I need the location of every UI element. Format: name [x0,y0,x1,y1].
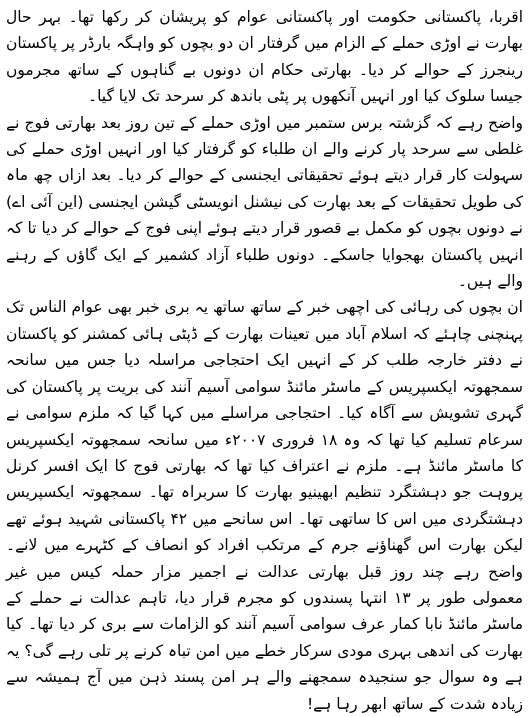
article-paragraph-1: اقربا، پاکستانی حکومت اور پاکستانی عوام کو پریشان کر رکھا تھا۔ بہر حال بھارت نے اوڑی حملے کے الزام میں گرفتار ان دو بچوں کو واہگہ بارڈر پر پاکستان رینجرز کے حوالے کر دیا۔ بھارتی حکام ان دونوں بے گناہوں کے ساتھ مجرموں جیسا سلوک کیا اور انہیں آنکھوں پر پٹی باندھ کر سرحد تک لایا گیا۔ [6,8,523,106]
article-paragraph-3: ان بچوں کی رہائی کی اچھی خبر کے ساتھ ساتھ یہ بری خبر بھی عوام الناس تک پہنچنی چاہئے کہ اسلام آباد میں تعینات بھارت کے ڈپٹی ہائی کمشنر کو پاکستان نے دفتر خارجہ طلب کر کے انہیں ایک احتجاجی مراسلہ دیا جس میں سانحہ سمجھوتہ ایکسپریس کے ماسٹر مائنڈ سوامی آسیم آنند کی بریت پر پاکستان کی گہری تشویش سے آگاہ کیا۔ احتجاجی مراسلے میں کہا گیا کہ ملزم سوامی نے سرعام تسلیم کیا تھا کہ وہ ۱۸ فروری ۲۰۰۷ء میں سانحہ سمجھوتہ ایکسپریس کا ماسٹر مائنڈ ہے۔ ملزم نے اعتراف کیا تھا کہ بھارتی فوج کا ایک افسر کرنل پروہت جو دہشتگرد تنظیم ابھینیو بھارت کا سربراہ تھا۔ سمجھوتہ ایکسپریس دہشتگردی میں اس کا ساتھی تھا۔ اس سانحے میں ۴۲ پاکستانی شہید ہوئے تھے لیکن بھارت اس گھناؤنے جرم کے مرتکب افراد کو انصاف کے کٹہرے میں لانے۔ واضح رہے چند روز قبل بھارتی عدالت نے اجمیر مزار حملہ کیس میں غیر معمولی طور پر ۱۳ انتہا پسندوں کو مجرم قرار دیا، تاہم عدالت نے حملے کے ماسٹر مائنڈ نابا کمار عرف سوامی آسیم آنند کو الزامات سے بری کر دیا تھا۔ کیا بھارت کی اندھی بہری مودی سرکار خطے میں امن تباہ کرنے پر تلی رہے گی؟ یہ ہے وہ سوال جو سنجیدہ سمجھنے والے ہر امن پسند ذہن میں آج ہمیشہ سے زیادہ شدت کے ساتھ ابھر رہا ہے! [6,298,524,713]
article-body [6,4,524,713]
article-paragraph-2: واضح رہے کہ گزشتہ برس ستمبر میں اوڑی حملے کے تین روز بعد بھارتی فوج نے غلطی سے سرحد پار کرنے والے ان طلباء کو گرفتار کیا اور انہیں اوڑی حملے کی سہولت کار قرار دیتے ہوئے تحقیقاتی ایجنسی کے حوالے کر دیا۔ بعد ازاں چھ ماہ کی طویل تحقیقات کے بعد بھارت کی نیشنل انویسٹی گیشن ایجنسی (این آئی اے) نے دونوں بچوں کو مکمل بے قصور قرار دیتے ہوئے اپنی فوج کے حوالے کر دیا تا کہ انہیں پاکستان بھجوایا جاسکے۔ دونوں طلباء آزاد کشمیر کے ایک گاؤں کے رہنے والے ہیں۔ [6,113,523,291]
